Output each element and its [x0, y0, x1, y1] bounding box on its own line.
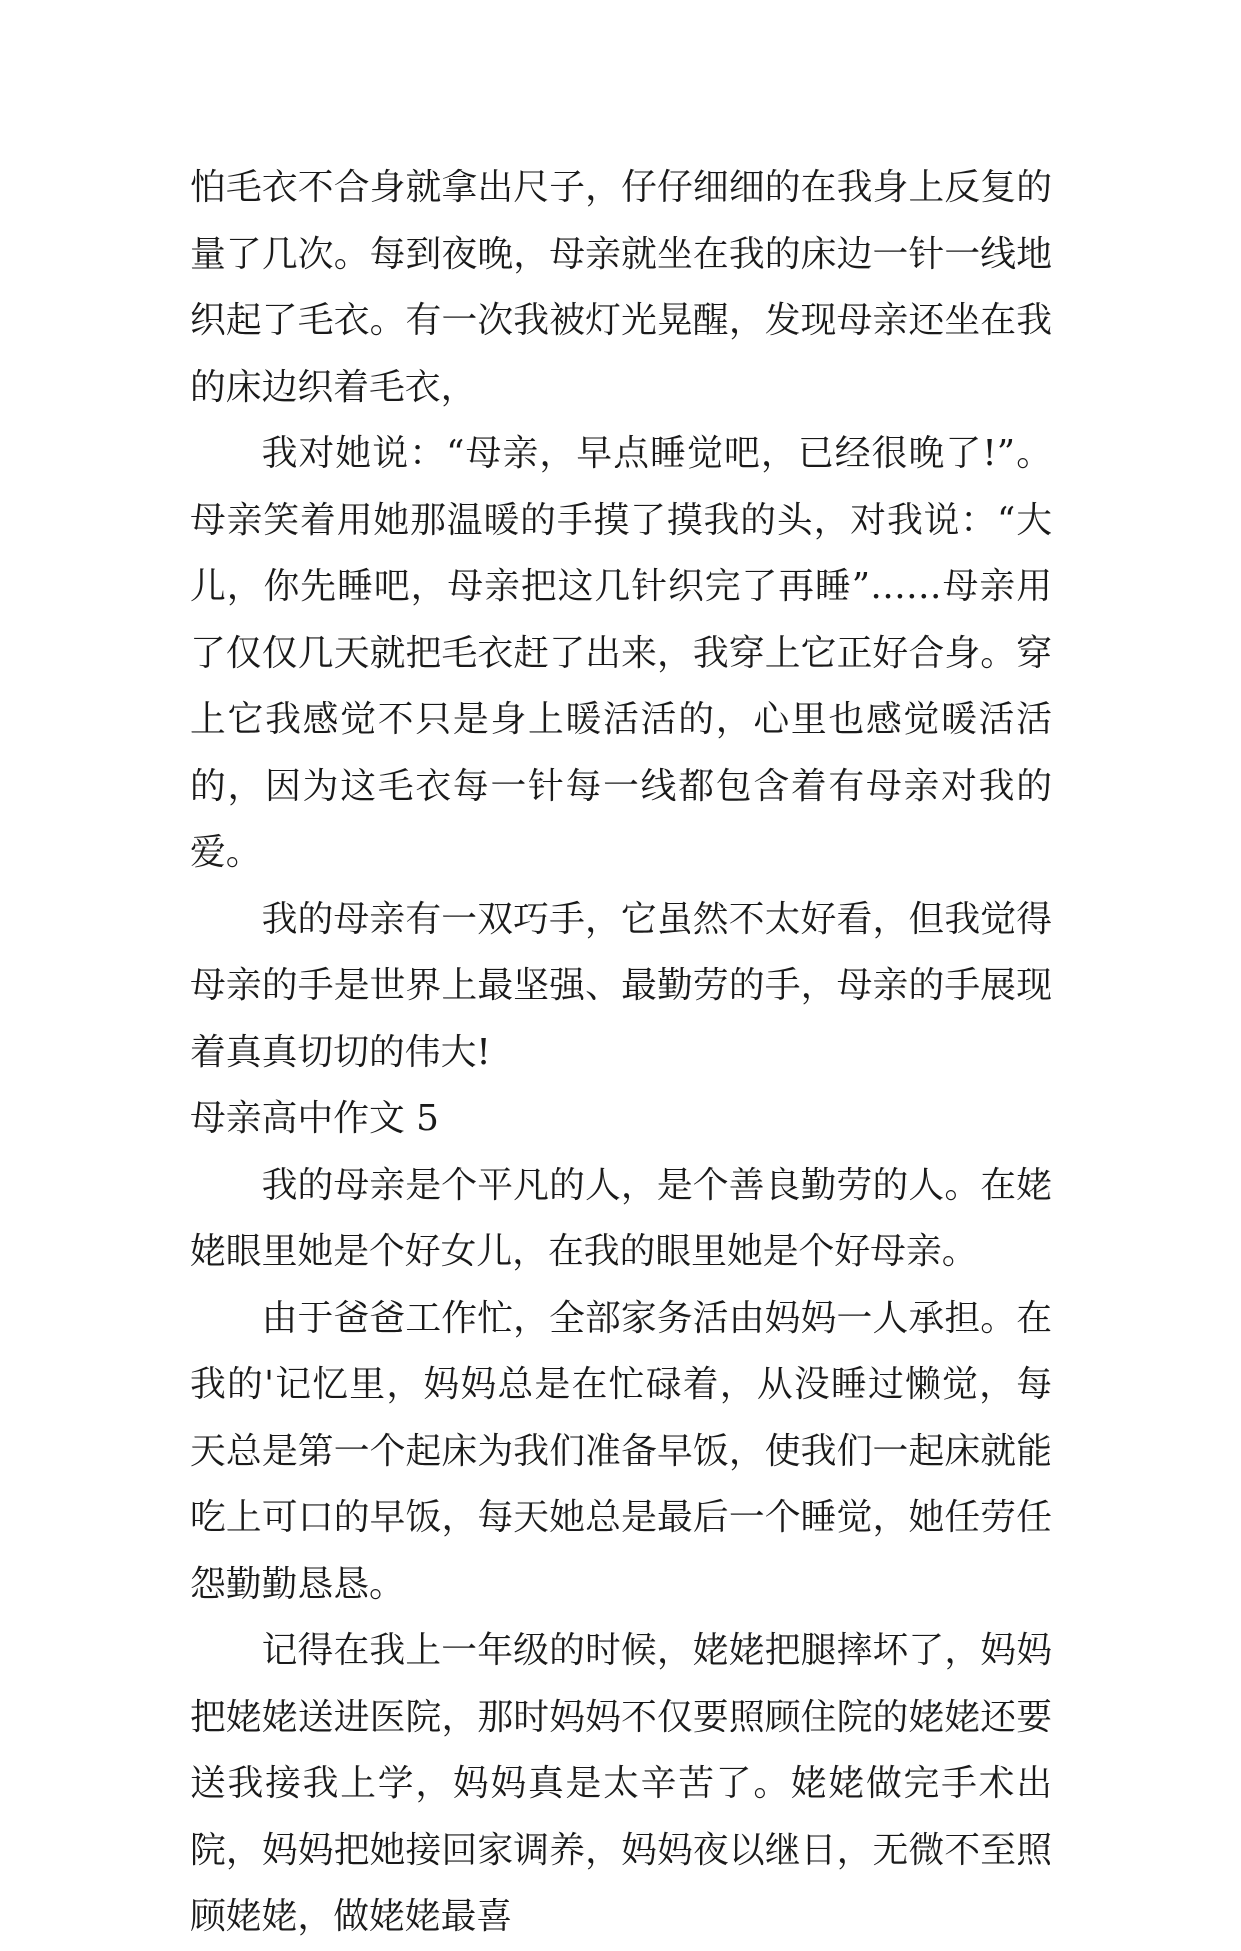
paragraph-memory: 记得在我上一年级的时候，姥姥把腿摔坏了，妈妈把姥姥送进医院，那时妈妈不仅要照顾住院的姥姥还要送我接我上学，妈妈真是太辛苦了。姥姥做完手术出院，妈妈把她接回家调养，妈妈夜以继日，无微不至照顾姥姥，做姥姥最喜 — [190, 1630, 1052, 1937]
paragraph-continued: 怕毛衣不合身就拿出尺子，仔仔细细的在我身上反复的量了几次。每到夜晚，母亲就坐在我的床边一针一线地织起了毛衣。有一次我被灯光晃醒，发现母亲还坐在我的床边织着毛衣， — [190, 167, 1052, 408]
paragraph-hands: 我的母亲有一双巧手，它虽然不太好看，但我觉得母亲的手是世界上最坚强、最勤劳的手，母亲的手展现着真真切切的伟大! — [190, 898, 1052, 1073]
essay-heading: 母亲高中作文 5 — [190, 1098, 439, 1139]
document-body — [190, 155, 1052, 1951]
paragraph-dialogue: 我对她说：“母亲，早点睡觉吧，已经很晚了!”。母亲笑着用她那温暖的手摸了摸我的头，对我说：“大儿，你先睡吧，母亲把这几针织完了再睡”……母亲用了仅仅几天就把毛衣赶了出来，我穿上它正好合身。穿上它我感觉不只是身上暖活活的，心里也感觉暖活活的，因为这毛衣每一针每一线都包含着有母亲对我的爱。 — [190, 433, 1052, 873]
paragraph-intro: 我的母亲是个平凡的人，是个善良勤劳的人。在姥姥眼里她是个好女儿，在我的眼里她是个好母亲。 — [190, 1164, 1052, 1272]
paragraph-housework: 由于爸爸工作忙，全部家务活由妈妈一人承担。在我的'记忆里，妈妈总是在忙碌着，从没睡过懒觉，每天总是第一个起床为我们准备早饭，使我们一起床就能吃上可口的早饭，每天她总是最后一个睡觉，她任劳任怨勤勤恳恳。 — [190, 1297, 1052, 1605]
